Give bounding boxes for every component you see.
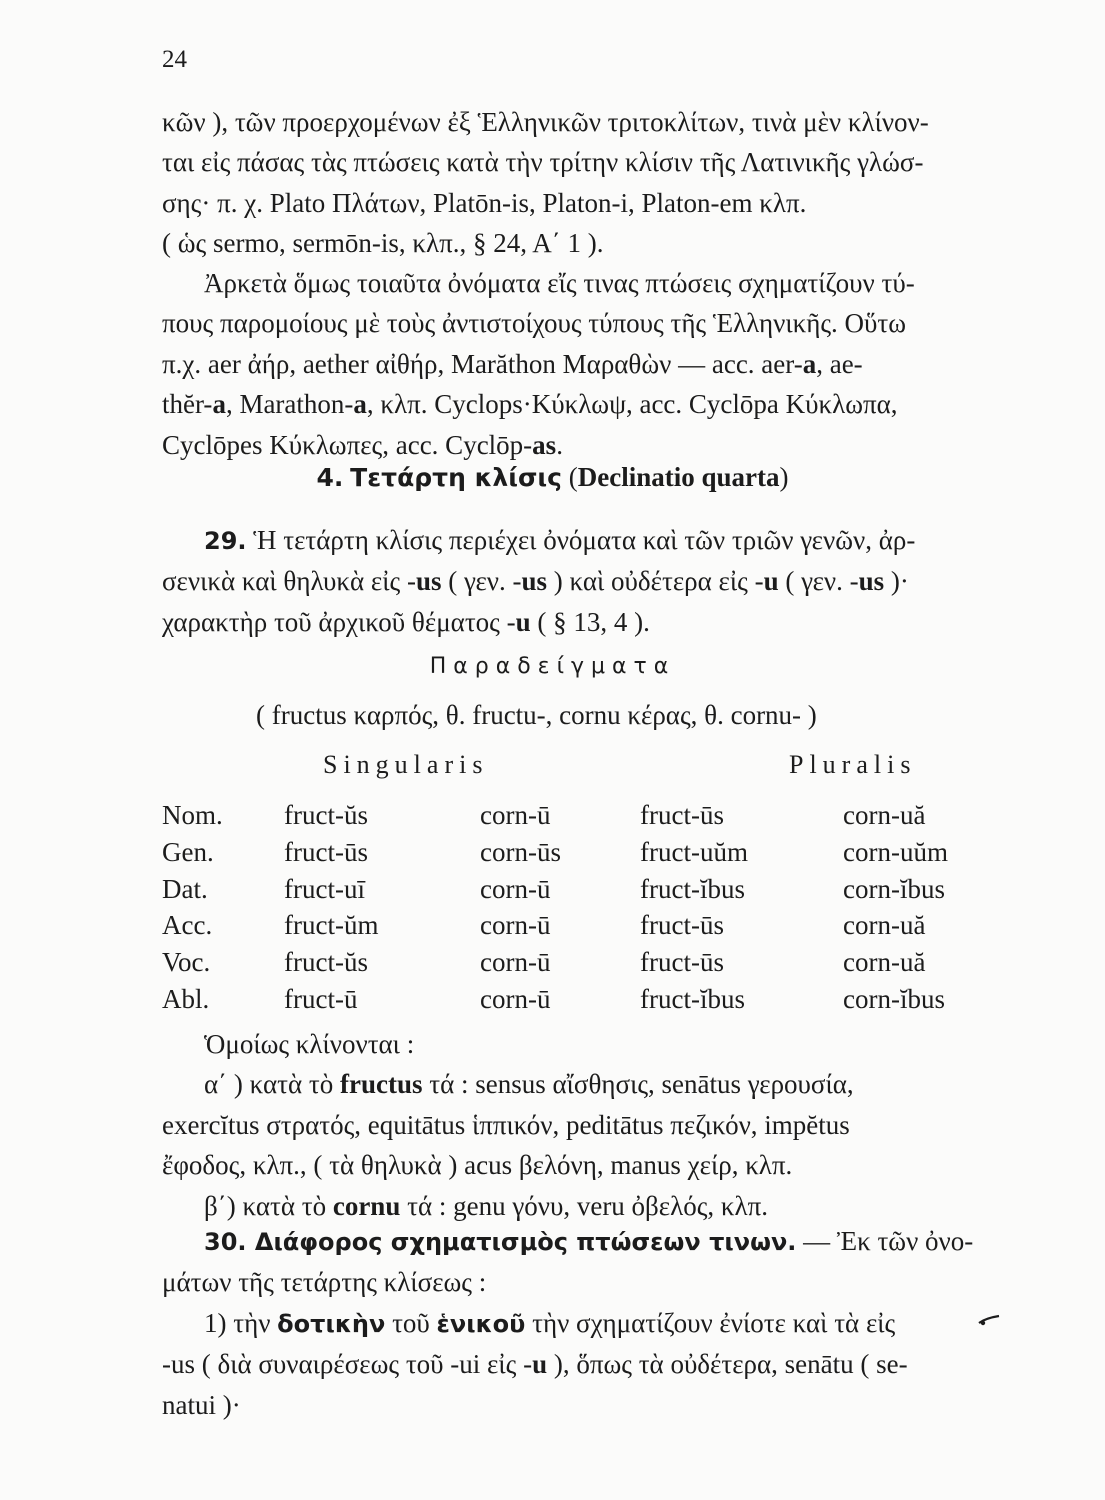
case-label: Nom. [162,800,223,830]
plural-fructus: fruct-ĭbus [640,873,745,904]
case-label: Voc. [162,947,211,978]
section-30-heading: 30. Διάφορος σχηματισμὸς πτώσεων τινων. [204,1228,797,1256]
text-line: μάτων τῆς τετάρτης κλίσεως : [162,1267,487,1298]
text-line: χαρακτὴρ τοῦ ἀρχικοῦ θέματος -u ( § 13, 4 ). [162,606,650,637]
text-line: Ἀρκετὰ ὅμως τοιαῦτα ὀνόματα εἴς τινας πτώσεις σχηματίζουν τύ- [204,268,915,298]
page-number: 24 [162,46,187,73]
declension-table [162,797,1020,1018]
paradigm-examples: ( fructus καρπός, θ. fructu-, cornu κέρας, θ. cornu- ) [256,700,817,730]
paradigms-title: Παραδείγματα [429,654,676,679]
table-row [162,981,1020,1018]
text-line: πους παρομοίους μὲ τοὺς ἀντιστοίχους τύπους τῆς Ἑλληνικῆς. Οὕτω [162,308,907,339]
case-label: Dat. [162,873,208,904]
plural-fructus: fruct-ĭbus [640,983,745,1014]
text-line: 1) τὴν δοτικὴν τοῦ ἑνικοῦ τὴν σχηματίζουν ἐνίοτε καὶ τὰ εἰς [204,1307,896,1338]
plural-cornu: corn-uă [843,947,926,978]
case-label: Acc. [162,910,213,941]
section-heading-latin: Declinatio quarta [577,462,780,492]
singular-fructus: fruct-ūs [284,836,368,867]
section-heading-greek: Τετάρτη κλίσις [350,463,562,492]
case-label: Abl. [162,983,210,1014]
singular-cornu: corn-ū [480,983,551,1014]
singular-cornu: corn-ū [480,800,551,830]
section-heading-number: 4. [316,463,344,492]
table-row [162,834,1020,871]
plural-fructus: fruct-uŭm [640,836,748,867]
text-line: 30. Διάφορος σχηματισμὸς πτώσεων τινων. — Ἐκ τῶν ὀνο- [204,1226,974,1256]
text-line: natui )· [162,1389,241,1420]
case-label: Gen. [162,836,214,867]
singularis-label: Singularis [323,750,489,779]
plural-cornu: corn-uă [843,910,926,941]
section-29 [162,520,1020,642]
singular-cornu: corn-ū [480,873,551,904]
plural-cornu: corn-uă [843,800,926,830]
plural-cornu: corn-ĭbus [843,873,945,904]
singular-cornu: corn-ūs [480,836,561,867]
pluralis-label: Pluralis [789,750,917,779]
paragraph-intro [162,102,1020,264]
plural-fructus: fruct-ūs [640,947,724,978]
text-line: κῶν ), τῶν προερχομένων ἐξ Ἑλληνικῶν τριτοκλίτων, τινὰ μὲν κλίνον- [162,107,929,137]
table-row [162,797,1020,834]
plural-fructus: fruct-ūs [640,800,724,830]
section-30 [162,1221,1020,1425]
plural-cornu: corn-uŭm [843,836,948,867]
text-line: α΄ ) κατὰ τὸ fructus τά : sensus αἴσθησις, senātus γερουσία, [204,1069,854,1100]
plural-fructus: fruct-ūs [640,910,724,941]
text-line: σενικὰ καὶ θηλυκὰ εἰς -us ( γεν. -us ) καὶ οὐδέτερα εἰς -u ( γεν. -us )· [162,566,909,597]
ink-mark-icon [978,1314,1000,1326]
singular-fructus: fruct-ŭm [284,910,379,941]
section-heading: 4. Τετάρτη κλίσις (Declinatio quarta) [316,462,789,492]
singular-cornu: corn-ū [480,947,551,978]
table-row [162,907,1020,944]
similar-declension [162,1024,1020,1226]
section-29-number: 29. [204,527,247,555]
plural-cornu: corn-ĭbus [843,983,945,1014]
singular-fructus: fruct-ŭs [284,947,368,978]
text-line: Cyclōpes Κύκλωπες, acc. Cyclōp-as. [162,429,563,460]
paragraph-greek-types [162,263,1020,465]
singular-cornu: corn-ū [480,910,551,941]
text-line: ται εἰς πάσας τὰς πτώσεις κατὰ τὴν τρίτην κλίσιν τῆς Λατινικῆς γλώσ- [162,147,924,178]
text-line: σης· π. χ. Plato Πλάτων, Platōn-is, Platon-i, Platon-em κλπ. [162,187,807,218]
text-line: Ὁμοίως κλίνονται : [204,1029,415,1059]
singular-fructus: fruct-ŭs [284,800,368,830]
text-line: π.χ. aer ἀήρ, aether αἰθήρ, Marăthon Μαραθὼν — acc. aer-a, ae- [162,348,863,379]
text-line: -us ( διὰ συναιρέσεως τοῦ -ui εἰς -u ), ὅπως τὰ οὐδέτερα, senātu ( se- [162,1349,908,1380]
text-line: ( ὡς sermo, sermōn-is, κλπ., § 24, Α΄ 1 ). [162,228,604,259]
singular-fructus: fruct-ū [284,983,358,1014]
text-line: β΄) κατὰ τὸ cornu τά : genu γόνυ, veru ὀβελός, κλπ. [204,1190,768,1221]
singular-fructus: fruct-uī [284,873,365,904]
text-line: ἔφοδος, κλπ., ( τὰ θηλυκὰ ) acus βελόνη, manus χείρ, κλπ. [162,1150,793,1181]
text-line: exercĭtus στρατός, equitātus ἱππικόν, peditātus πεζικόν, impĕtus [162,1109,850,1140]
table-row [162,944,1020,981]
text-line: 29. Ἡ τετάρτη κλίσις περιέχει ὀνόματα καὶ τῶν τριῶν γενῶν, ἀρ- [204,525,916,555]
table-row [162,871,1020,908]
text-line: thĕr-a, Marathon-a, κλπ. Cyclops·Κύκλωψ, acc. Cyclōpa Κύκλωπα, [162,389,898,420]
